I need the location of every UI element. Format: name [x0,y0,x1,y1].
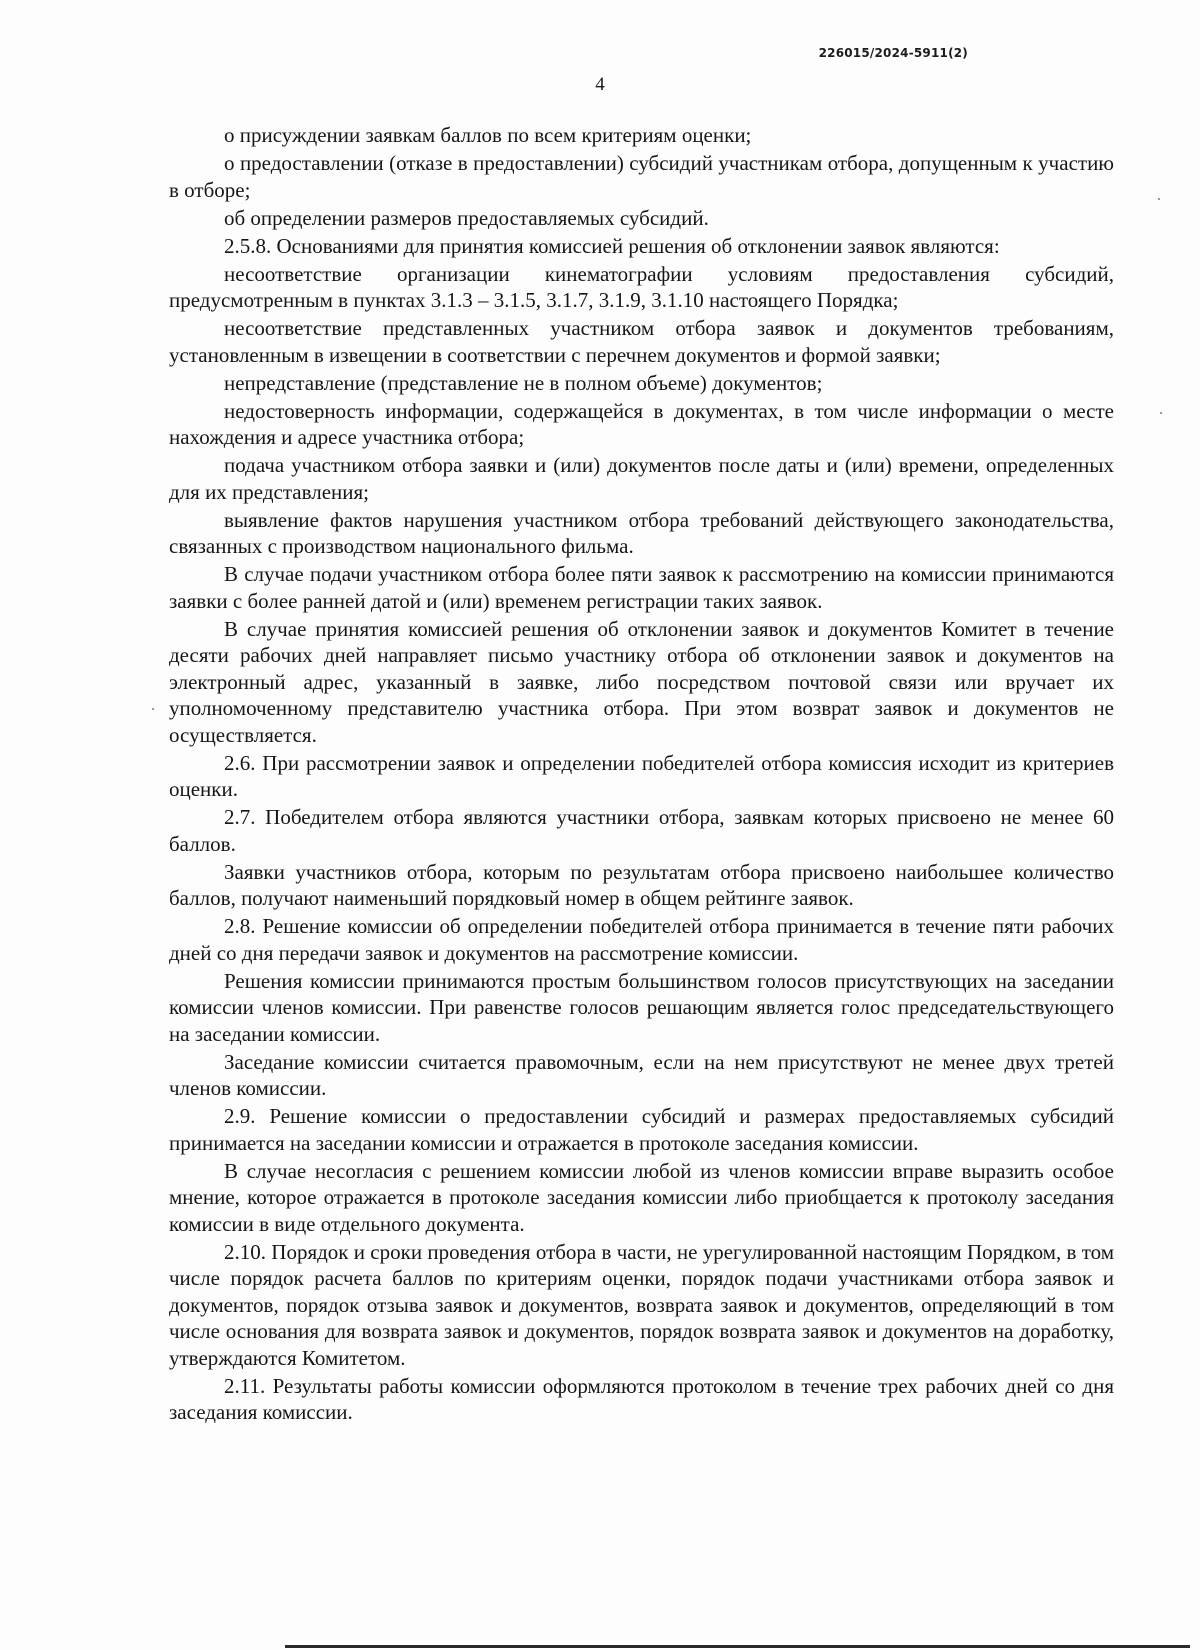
scan-speck [1160,412,1162,414]
paragraph: несоответствие организации кинематографии условиям предоставления субсидий, предусмотренным в пунктах 3.1.3 – 3.1.5, 3.1.7, 3.1.9, 3.1.10 настоящего Порядка; [169,261,1114,312]
paragraph: 2.11. Результаты работы комиссии оформляются протоколом в течение трех рабочих дней со дня заседания комиссии. [169,1373,1114,1424]
paragraph: Решения комиссии принимаются простым большинством голосов присутствующих на заседании комиссии членов комиссии. При равенстве голосов решающим является голос председательствующего на заседании комиссии. [169,968,1114,1046]
bottom-scan-edge-line [285,1645,1190,1648]
paragraph: об определении размеров предоставляемых субсидий. [224,205,709,230]
paragraph: 2.9. Решение комиссии о предоставлении субсидий и размерах предоставляемых субсидий принимается на заседании комиссии и отражается в протоколе заседания комиссии. [169,1104,1114,1155]
paragraph: Заседание комиссии считается правомочным, если на нем присутствуют не менее двух третей членов комиссии. [169,1049,1114,1100]
paragraph: несоответствие представленных участником отбора заявок и документов требованиям, установленным в извещении в соответствии с перечнем документов и формой заявки; [169,316,1114,367]
paragraph: подача участником отбора заявки и (или) документов после даты и (или) времени, определенных для их представления; [169,453,1114,504]
scan-speck [152,708,154,710]
paragraph: 2.7. Победителем отбора являются участники отбора, заявкам которых присвоено не менее 60 баллов. [169,805,1114,856]
paragraph: недостоверность информации, содержащейся в документах, в том числе информации о месте нахождения и адресе участника отбора; [169,398,1114,449]
scan-speck [1158,198,1160,200]
paragraph: о присуждении заявкам баллов по всем критериям оценки; [224,123,752,147]
paragraph: В случае подачи участником отбора более пяти заявок к рассмотрению на комиссии принимаются заявки с более ранней датой и (или) временем регистрации таких заявок. [169,562,1114,613]
paragraph: В случае несогласия с решением комиссии любой из членов комиссии вправе выразить особое мнение, которое отражается в протоколе заседания комиссии либо приобщается к протоколу заседания комиссии в виде отдельного документа. [169,1158,1114,1236]
paragraph: выявление фактов нарушения участником отбора требований действующего законодательства, связанных с производством национального фильма. [169,507,1114,558]
document-registration-number: 226015/2024-5911(2) [818,46,968,60]
page-number: 4 [595,74,605,95]
paragraph: 2.10. Порядок и сроки проведения отбора в части, не урегулированной настоящим Порядком, в том числе порядок расчета баллов по критериям оценки, порядок подачи участниками отбора заявок и документов, порядок отзыва заявок и документов, возврата заявок и документов, определяющий в том числе основания для возврата заявок и документов, порядок возврата заявок и документов на доработку, утверждаются Комитетом. [169,1239,1114,1370]
paragraph: В случае принятия комиссией решения об отклонении заявок и документов Комитет в течение десяти рабочих дней направляет письмо участнику отбора об отклонении заявок и документов на электронный адрес, указанный в заявке, либо посредством почтовой связи или вручает их уполномоченному представителю участника отбора. При этом возврат заявок и документов не осуществляется. [169,616,1114,747]
paragraph: 2.5.8. Основаниями для принятия комиссией решения об отклонении заявок являются: [224,233,1000,258]
paragraph: Заявки участников отбора, которым по результатам отбора присвоено наибольшее количество баллов, получают наименьший порядковый номер в общем рейтинге заявок. [169,859,1114,910]
paragraph: 2.8. Решение комиссии об определении победителей отбора принимается в течение пяти рабочих дней со дня передачи заявок и документов на рассмотрение комиссии. [169,914,1114,965]
paragraph: непредставление (представление не в полном объеме) документов; [224,370,823,395]
paragraph: о предоставлении (отказе в предоставлении) субсидий участникам отбора, допущенным к участию в отборе; [169,151,1114,202]
paragraph: 2.6. При рассмотрении заявок и определении победителей отбора комиссия исходит из критериев оценки. [169,750,1114,801]
document-body [169,122,1114,1427]
